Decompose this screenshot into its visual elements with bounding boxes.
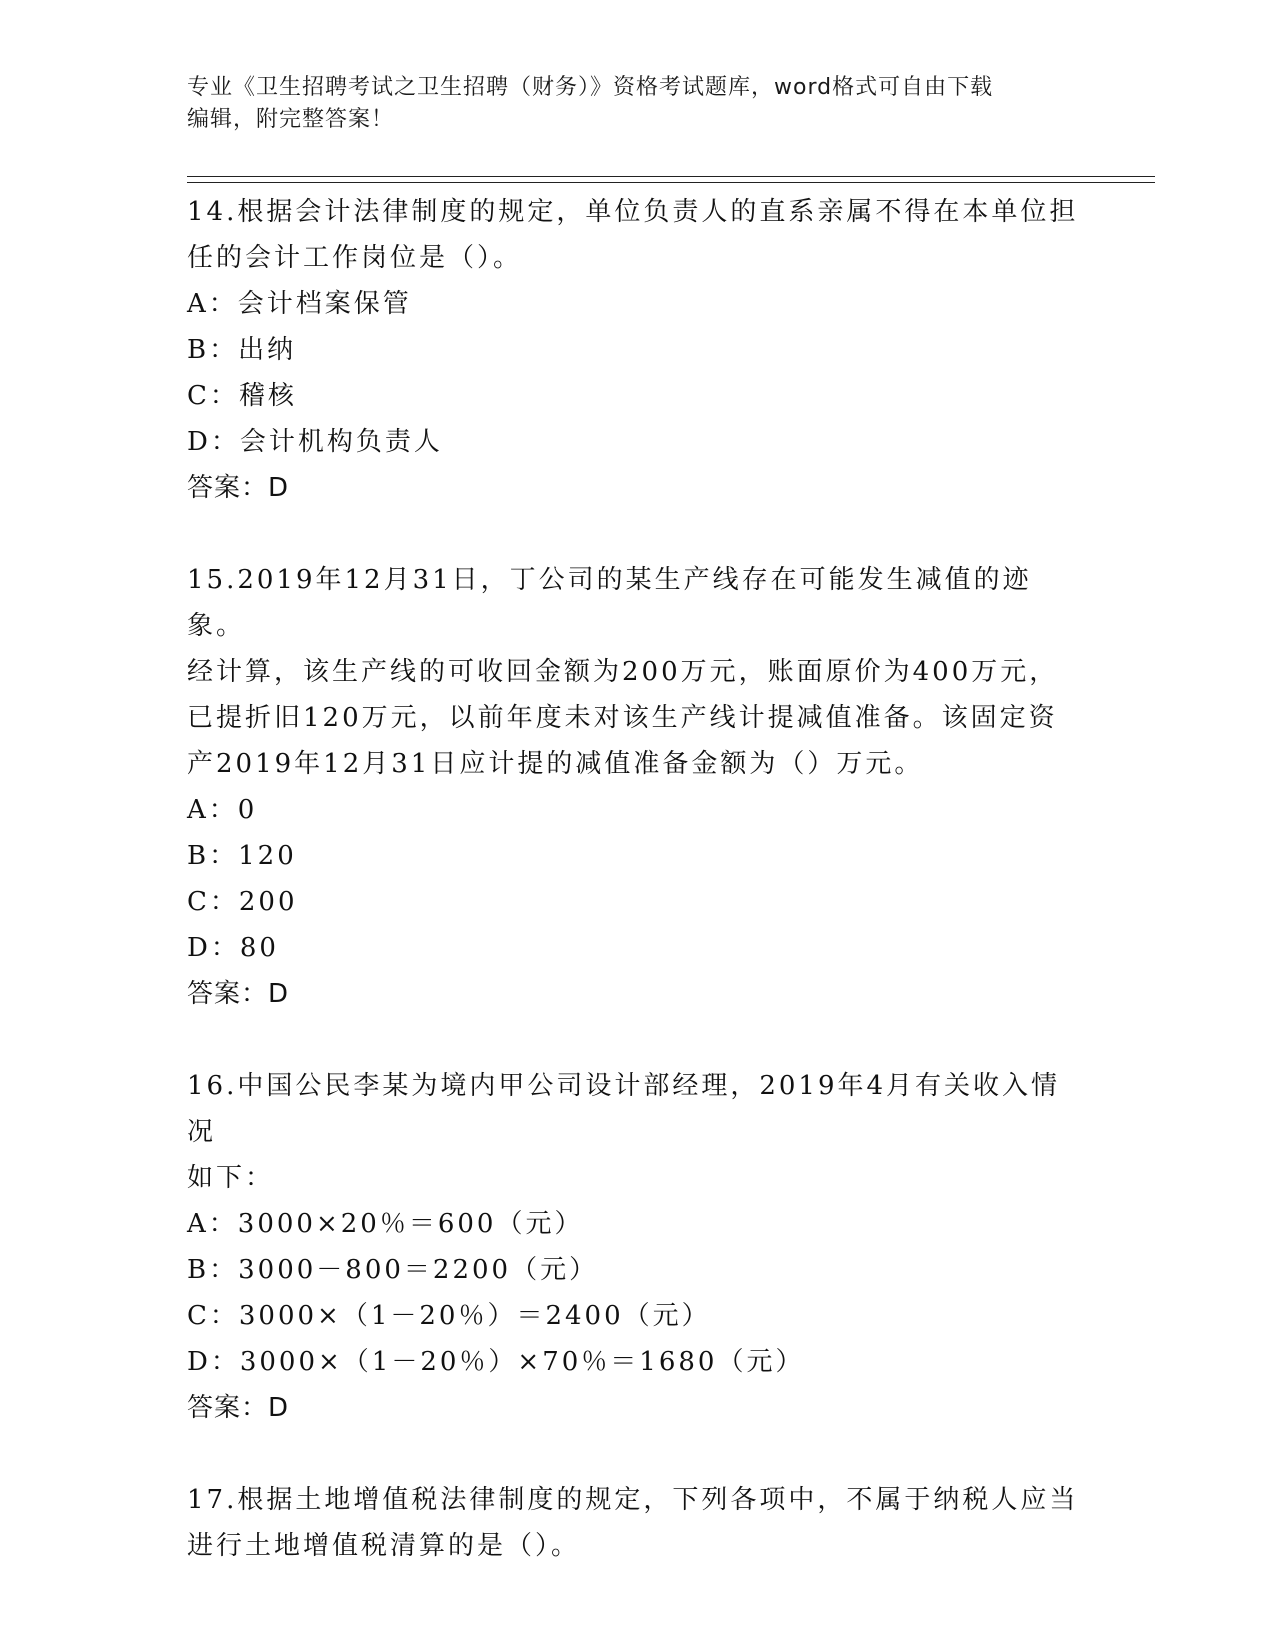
option-b: B：120 (187, 841, 297, 871)
question-stem: 14.根据会计法律制度的规定，单位负责人的直系亲属不得在本单位担 任的会计工作岗位是（）。 (187, 197, 1079, 273)
answer: 答案：D (187, 1393, 290, 1423)
option-b: B：出纳 (187, 335, 297, 365)
option-d: D：80 (187, 933, 279, 963)
question-list (187, 189, 1087, 1569)
option-a: A：会计档案保管 (187, 289, 412, 319)
option-a: A：3000×20％＝600（元） (187, 1209, 584, 1239)
question-14 (187, 189, 1087, 511)
answer: 答案：D (187, 979, 290, 1009)
question-spacer (187, 1017, 1087, 1063)
answer: 答案：D (187, 473, 290, 503)
question-spacer (187, 511, 1087, 557)
option-c: C：3000×（1－20％）＝2400（元） (187, 1301, 711, 1331)
option-d: D：3000×（1－20％）×70％＝1680（元） (187, 1347, 805, 1377)
question-stem: 15.2019年12月31日，丁公司的某生产线存在可能发生减值的迹象。 经计算，该生产线的可收回金额为200万元，账面原价为400万元， 已提折旧120万元，以前年度未对该生产线计提减值准备。该固定资 产2019年12月31日应计提的减值准备金额为（）万元。 (187, 565, 1059, 779)
option-c: C：稽核 (187, 381, 297, 411)
question-spacer (187, 1431, 1087, 1477)
option-c: C：200 (187, 887, 298, 917)
question-stem: 17.根据土地增值税法律制度的规定，下列各项中，不属于纳税人应当 进行土地增值税清算的是（）。 (187, 1485, 1079, 1561)
option-b: B：3000－800＝2200（元） (187, 1255, 599, 1285)
header-divider-top (187, 176, 1155, 177)
header-note: 专业《卫生招聘考试之卫生招聘（财务）》资格考试题库，word格式可自由下载 编辑，附完整答案！ (187, 75, 994, 132)
option-d: D：会计机构负责人 (187, 427, 443, 457)
question-stem: 16.中国公民李某为境内甲公司设计部经理，2019年4月有关收入情况 如下： (187, 1071, 1061, 1193)
option-a: A：0 (187, 795, 258, 825)
question-15 (187, 557, 1087, 1017)
question-16 (187, 1063, 1087, 1431)
question-17 (187, 1477, 1087, 1569)
header-divider-bottom (187, 182, 1155, 183)
